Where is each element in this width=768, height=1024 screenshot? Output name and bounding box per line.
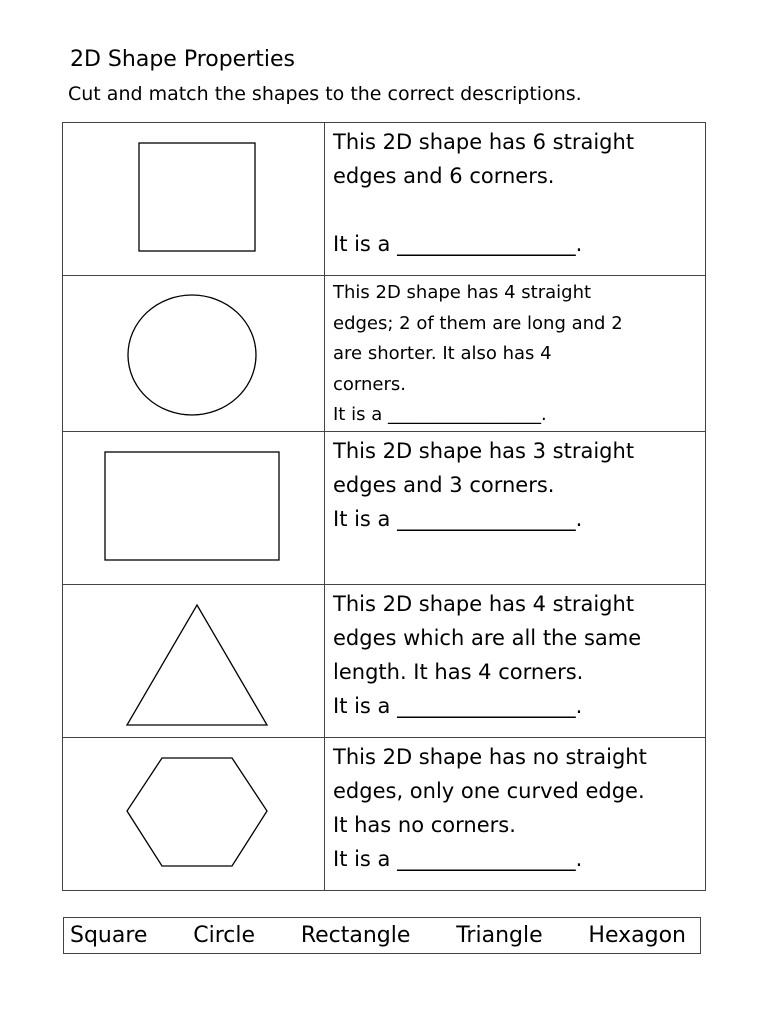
table-row — [63, 737, 706, 890]
square-icon — [137, 141, 257, 253]
table-row — [63, 584, 706, 737]
word-bank-item[interactable]: Hexagon — [588, 923, 686, 948]
table-row — [63, 431, 706, 584]
answer-line: It is a _________________. — [333, 846, 583, 871]
shape-description — [333, 740, 699, 876]
description-line: edges and 6 corners. — [333, 164, 555, 188]
answer-line: It is a _________________. — [333, 506, 583, 531]
shape-description — [333, 125, 699, 261]
word-bank-item[interactable]: Square — [70, 923, 148, 948]
word-bank-item[interactable]: Circle — [193, 923, 256, 948]
shape-cell — [63, 276, 325, 432]
shape-description — [333, 278, 699, 431]
shape-description — [333, 587, 699, 723]
blank-line — [333, 193, 699, 227]
worksheet-title: 2D Shape Properties — [70, 47, 295, 72]
description-line: are shorter. It also has 4 — [333, 343, 552, 364]
triangle-icon — [125, 603, 269, 727]
description-line: This 2D shape has no straight — [333, 744, 647, 769]
description-cell — [325, 123, 706, 276]
table-row — [63, 276, 706, 432]
description-line: edges and 3 corners. — [333, 472, 555, 497]
word-bank — [63, 917, 701, 954]
circle-icon — [125, 293, 259, 417]
shape-description — [333, 434, 699, 536]
shape-cell — [63, 431, 325, 584]
answer-line: It is a _________________. — [333, 404, 547, 425]
answer-line: It is a _________________. — [333, 693, 583, 718]
shape-matching-table — [62, 122, 706, 891]
description-cell — [325, 276, 706, 432]
description-cell — [325, 584, 706, 737]
description-line: corners. — [333, 373, 406, 395]
rectangle-icon — [103, 450, 281, 562]
answer-line: It is a _________________. — [333, 232, 583, 256]
description-line: This 2D shape has 6 straight — [333, 130, 635, 154]
description-line: edges; 2 of them are long and 2 — [333, 312, 623, 334]
description-line: This 2D shape has 4 straight — [333, 591, 635, 616]
description-line: This 2D shape has 4 straight — [333, 282, 592, 303]
description-cell — [325, 431, 706, 584]
shape-cell — [63, 584, 325, 737]
hexagon-icon — [125, 756, 269, 870]
worksheet-instructions: Cut and match the shapes to the correct descriptions. — [68, 83, 582, 105]
description-line: It has no corners. — [333, 812, 516, 837]
description-line: This 2D shape has 3 straight — [333, 438, 635, 463]
shape-cell — [63, 123, 325, 276]
word-bank-item[interactable]: Rectangle — [300, 923, 411, 948]
word-bank-item[interactable]: Triangle — [456, 923, 543, 948]
description-line: length. It has 4 corners. — [333, 659, 584, 684]
shape-cell — [63, 737, 325, 890]
table-row — [63, 123, 706, 276]
description-cell — [325, 737, 706, 890]
description-line: edges which are all the same — [333, 625, 642, 650]
description-line: edges, only one curved edge. — [333, 778, 645, 803]
